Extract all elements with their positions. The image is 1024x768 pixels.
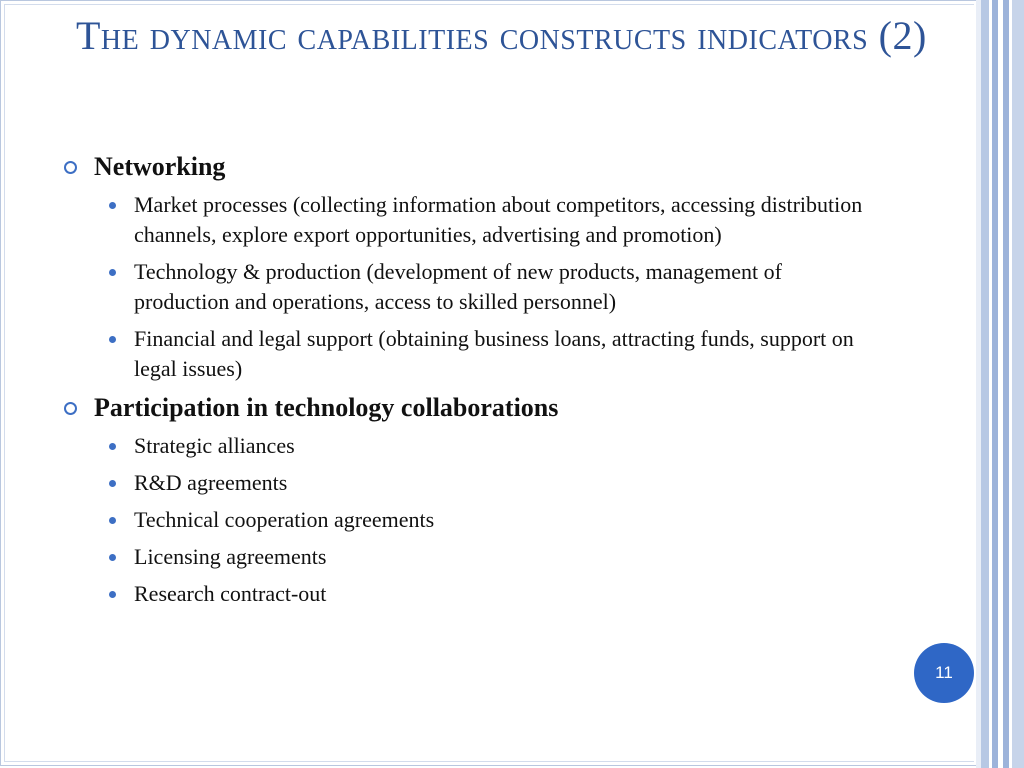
dot-bullet-icon: [109, 591, 116, 598]
ring-bullet-icon: [64, 402, 77, 415]
dot-bullet-icon: [109, 336, 116, 343]
collaborations-list: [60, 431, 880, 609]
list-item: [60, 431, 880, 461]
decorative-stripe: [1012, 0, 1024, 768]
list-item: [60, 257, 880, 317]
dot-bullet-icon: [109, 202, 116, 209]
slide-content: [60, 150, 880, 616]
dot-bullet-icon: [109, 480, 116, 487]
list-item-text: Licensing agreements: [134, 544, 327, 569]
list-item: [60, 468, 880, 498]
list-item-text: R&D agreements: [134, 470, 288, 495]
list-item: [60, 190, 880, 250]
list-item-text: Technical cooperation agreements: [134, 507, 435, 532]
ring-bullet-icon: [64, 161, 77, 174]
decorative-stripe: [981, 0, 989, 768]
dot-bullet-icon: [109, 269, 116, 276]
slide-title: The dynamic capabilities constructs indicators (2): [76, 13, 927, 58]
list-item: [60, 324, 880, 384]
list-item-text: Research contract-out: [134, 581, 327, 606]
dot-bullet-icon: [109, 443, 116, 450]
page-number-badge: 11: [914, 643, 974, 703]
dot-bullet-icon: [109, 517, 116, 524]
section-heading-networking: [60, 150, 880, 184]
section-heading-label: Participation in technology collaborations: [94, 393, 559, 422]
list-item: [60, 542, 880, 572]
list-item-text: Financial and legal support (obtaining business loans, attracting funds, support on legal issues): [134, 326, 854, 381]
networking-list: [60, 190, 880, 384]
list-item: [60, 505, 880, 535]
dot-bullet-icon: [109, 554, 116, 561]
list-item: [60, 579, 880, 609]
list-item-text: Technology & production (development of new products, management of production and operations, access to skilled personnel): [134, 259, 782, 314]
list-item-text: Market processes (collecting information about competitors, accessing distribution channels, explore export opportunities, advertising and promotion): [134, 192, 863, 247]
section-heading-collaborations: [60, 391, 880, 425]
list-item-text: Strategic alliances: [134, 433, 295, 458]
section-heading-label: Networking: [94, 152, 226, 181]
